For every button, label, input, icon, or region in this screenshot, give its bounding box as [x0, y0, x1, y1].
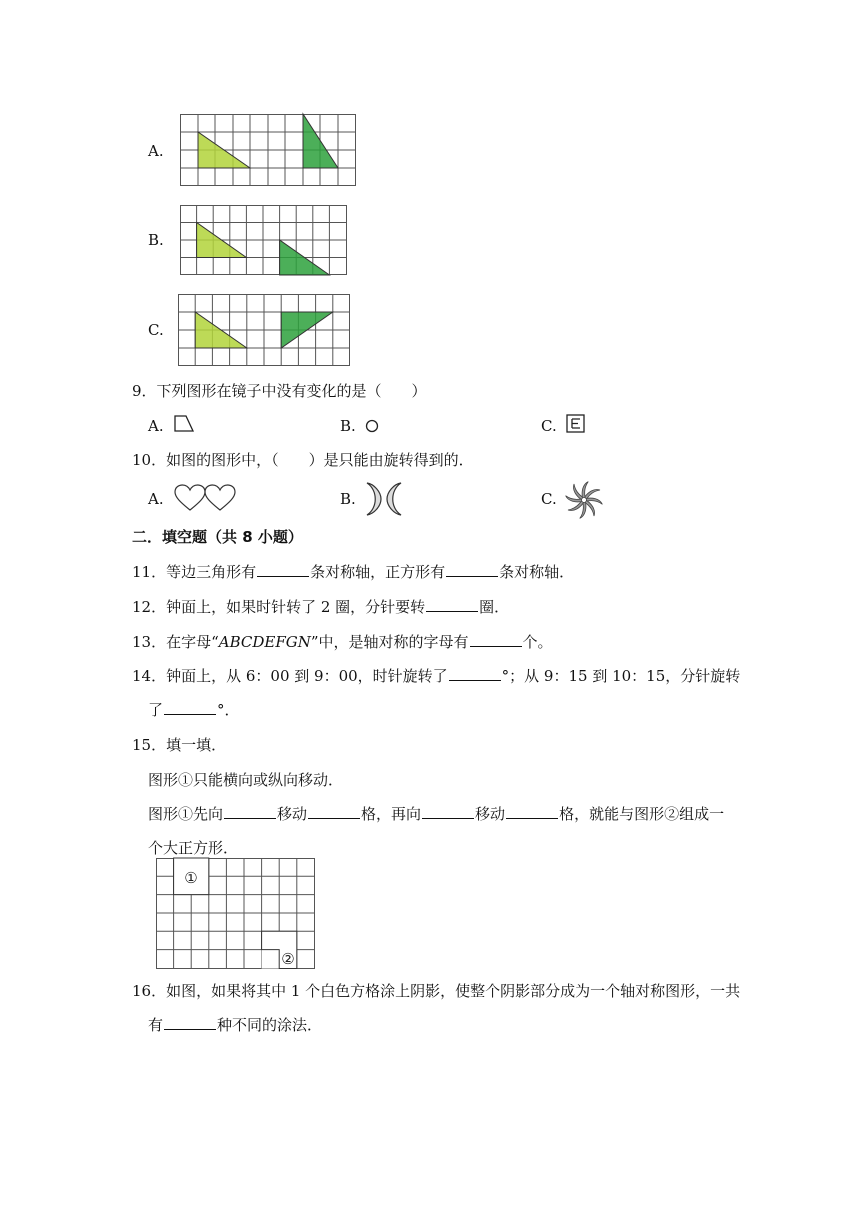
q10-option-b-label: B.: [340, 490, 356, 508]
q12-blank-1[interactable]: [426, 597, 478, 612]
q16-question-line-1: 16．如图，如果将其中 1 个白色方格涂上阴影，使整个阴影部分成为一个轴对称图形，一共: [132, 982, 741, 1000]
q13-text-3: 个。: [522, 633, 553, 651]
q11-text-2: 条对称轴，正方形有: [310, 563, 446, 581]
q8-option-b-label: B.: [148, 231, 164, 249]
q15-line-1: 图形①只能横向或纵向移动．: [148, 771, 344, 789]
circle-icon: [365, 419, 379, 433]
q11-question: [132, 562, 574, 582]
q15-text-3: 格，再向: [361, 805, 422, 823]
q12-text-2: 圈．: [479, 598, 510, 616]
q13-letters: ABCDEFGN: [218, 633, 311, 651]
q15-text-5: 格，就能与图形②组成一: [559, 805, 725, 823]
q11-text-3: 条对称轴．: [499, 563, 575, 581]
q14-text-2: °；从 9：15 到 10：15，分针旋转: [501, 667, 741, 685]
q15-text-2: 移动: [277, 805, 308, 823]
q9-option-c-label: C.: [541, 417, 557, 435]
q14-text-4: °．: [217, 701, 240, 719]
q8-option-a-label: A.: [148, 142, 164, 160]
q15-shape-1-label: ①: [184, 869, 198, 887]
q13-text-1: 13．在字母“: [132, 633, 219, 651]
q10-question: 10．如图的图形中，（ ）是只能由旋转得到的．: [132, 451, 474, 469]
q14-text-1: 14．钟面上，从 6：00 到 9：00，时针旋转了: [132, 667, 448, 685]
q13-blank-1[interactable]: [470, 632, 522, 647]
q13-text-2: ”中，是轴对称的字母有: [310, 633, 469, 651]
q10-option-c-label: C.: [541, 490, 557, 508]
q14-question-line-2: [148, 700, 240, 720]
q11-text-1: 11．等边三角形有: [132, 563, 257, 581]
q15-text-4: 移动: [475, 805, 506, 823]
q8-option-c-grid: [178, 294, 353, 366]
q15-blank-4[interactable]: [506, 804, 558, 819]
pinwheel-icon: [566, 482, 602, 518]
e-shape-icon: [566, 414, 586, 434]
q15-shape-2-label: ②: [281, 950, 295, 968]
q12-question: [132, 597, 509, 617]
q8-option-b-grid: [180, 205, 350, 275]
moons-icon: [364, 482, 404, 516]
q15-line-3: 个大正方形．: [148, 839, 239, 857]
q13-question: [132, 632, 553, 652]
two-hearts-icon: [174, 484, 236, 512]
q16-text-3: 种不同的涂法．: [217, 1016, 323, 1034]
q9-option-b-label: B.: [340, 417, 356, 435]
q8-option-a-grid: [180, 114, 360, 186]
q11-blank-1[interactable]: [257, 562, 309, 577]
q14-blank-2[interactable]: [164, 700, 216, 715]
section-title: 二．填空题（共 8 小题）: [132, 528, 303, 546]
q16-text-2: 有: [148, 1016, 164, 1034]
q15-title: 15．填一填．: [132, 736, 227, 754]
q15-blank-3[interactable]: [422, 804, 474, 819]
q16-question-line-2: [148, 1015, 322, 1035]
q14-blank-1[interactable]: [449, 666, 501, 681]
q15-text-1: 图形①先向: [148, 805, 224, 823]
q11-blank-2[interactable]: [446, 562, 498, 577]
q15-blank-1[interactable]: [224, 804, 276, 819]
trapezoid-icon: [173, 415, 195, 433]
q14-question-line-1: [132, 666, 740, 686]
q8-option-c-label: C.: [148, 321, 164, 339]
q15-blank-2[interactable]: [308, 804, 360, 819]
q15-line-2: [148, 804, 724, 824]
q14-text-3: 了: [148, 701, 164, 719]
q9-question: 9．下列图形在镜子中没有变化的是（ ）: [132, 382, 427, 400]
q12-text-1: 12．钟面上，如果时针转了 2 圈，分针要转: [132, 598, 426, 616]
q15-grid: [156, 858, 316, 970]
q9-option-a-label: A.: [148, 417, 164, 435]
q16-blank-1[interactable]: [164, 1015, 216, 1030]
q10-option-a-label: A.: [148, 490, 164, 508]
